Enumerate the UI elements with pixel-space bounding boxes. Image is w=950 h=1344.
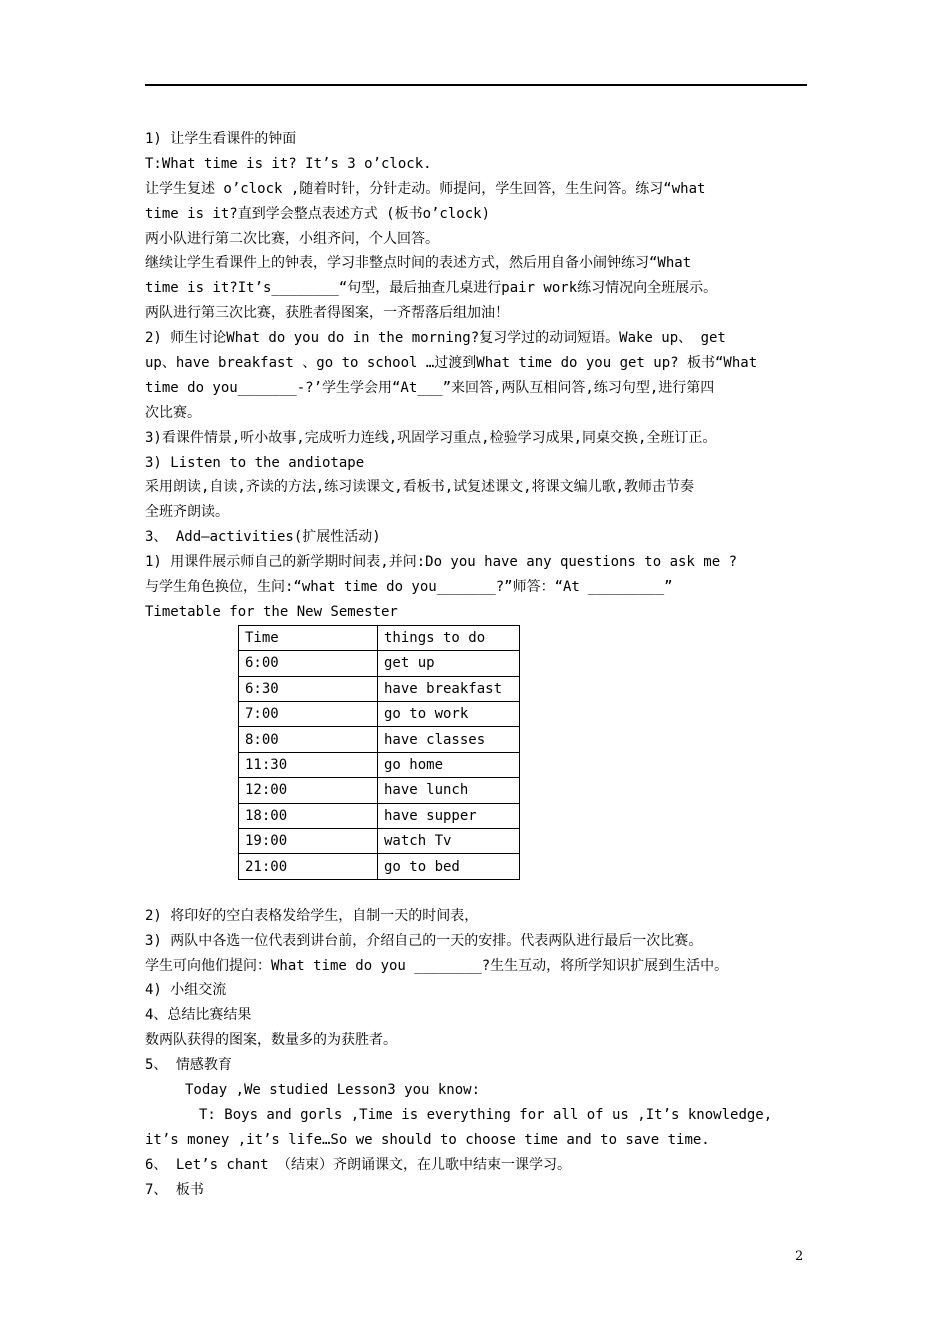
table-cell-activity: get up — [378, 651, 520, 676]
table-header-cell: things to do — [378, 625, 520, 650]
table-cell-time: 11:30 — [239, 752, 378, 777]
page-number: 2 — [795, 1249, 804, 1264]
text-line: 1) 让学生看课件的钟面 — [145, 131, 297, 147]
table-header-row — [239, 625, 520, 650]
table-row — [239, 727, 520, 752]
table-cell-activity: go to bed — [378, 854, 520, 879]
table-cell-time: 6:00 — [239, 651, 378, 676]
table-row — [239, 676, 520, 701]
text-line: 2) 将印好的空白表格发给学生，自制一天的时间表， — [145, 907, 479, 924]
table-row — [239, 828, 520, 853]
table-row — [239, 803, 520, 828]
text-line: time is it?It’s________“句型，最后抽查几桌进行pair work练习情况向全班展示。 — [145, 280, 718, 297]
table-cell-activity: have classes — [378, 727, 520, 752]
table-header-cell: Time — [239, 625, 378, 650]
text-line: 4) 小组交流 — [145, 982, 227, 999]
table-cell-time: 8:00 — [239, 727, 378, 752]
table-row — [239, 778, 520, 803]
text-line: 3)看课件情景,听小故事,完成听力连线,巩固学习重点,检验学习成果,同桌交换,全班订正。 — [145, 429, 717, 446]
text-line: 两队进行第三次比赛，获胜者得图案，一齐帮落后组加油！ — [145, 305, 509, 322]
table-cell-time: 21:00 — [239, 854, 378, 879]
text-line: 让学生复述 o’clock ,随着时针，分针走动。师提问，学生回答，生生问答。练习“what — [145, 180, 706, 197]
text-line: time is it?直到学会整点表述方式 (板书o’clock) — [145, 205, 491, 222]
text-line: 5、 情感教育 — [145, 1057, 232, 1074]
table-cell-activity: have supper — [378, 803, 520, 828]
text-line: 2) 师生讨论What do you do in the morning?复习学过的动词短语。Wake up、 get — [145, 330, 726, 347]
table-cell-activity: have breakfast — [378, 676, 520, 701]
text-line: 与学生角色换位，生问:“what time do you_______?”师答：“At _________” — [145, 579, 673, 596]
text-line: T:What time is it? It’s 3 o’clock. — [145, 155, 432, 172]
table-cell-time: 7:00 — [239, 701, 378, 726]
table-cell-time: 19:00 — [239, 828, 378, 853]
text-line: 3) 两队中各选一位代表到讲台前，介绍自己的一天的安排。代表两队进行最后一次比赛。 — [145, 932, 703, 949]
text-line: 1) 用课件展示师自己的新学期时间表,并问:Do you have any questions to ask me ? — [145, 554, 738, 571]
text-line: 6、 Let’s chant （结束）齐朗诵课文，在儿歌中结束一课学习。 — [145, 1156, 572, 1173]
text-line: 7、 板书 — [145, 1181, 204, 1198]
text-line: 学生可向他们提问：What time do you ________?生生互动，将所学知识扩展到生活中。 — [145, 957, 729, 974]
text-line: up、have breakfast 、go to school …过渡到What time do you get up? 板书“What — [145, 355, 758, 372]
header-rule — [145, 84, 807, 86]
table-row — [239, 701, 520, 726]
table-cell-time: 12:00 — [239, 778, 378, 803]
text-line: T: Boys and gorls ,Time is everything for all of us ,It’s knowledge, — [199, 1106, 773, 1123]
timetable — [238, 625, 520, 880]
text-line: 4、总结比赛结果 — [145, 1007, 252, 1024]
text-line: Today ,We studied Lesson3 you know: — [185, 1081, 481, 1098]
text-line: 采用朗读,自读,齐读的方法,练习读课文,看板书,试复述课文,将课文编儿歌,教师击节奏 — [145, 479, 694, 496]
document-body — [145, 127, 817, 1202]
text-line: 次比赛。 — [145, 404, 201, 421]
text-line: 数两队获得的图案，数量多的为获胜者。 — [145, 1032, 397, 1049]
table-caption: Timetable for the New Semester — [145, 603, 398, 620]
text-line: 继续让学生看课件上的钟表，学习非整点时间的表述方式，然后用自备小闹钟练习“What — [145, 255, 692, 272]
text-line: 全班齐朗读。 — [145, 504, 229, 521]
table-cell-activity: go to work — [378, 701, 520, 726]
table-cell-activity: watch Tv — [378, 828, 520, 853]
table-cell-time: 6:30 — [239, 676, 378, 701]
text-line: 3、 Add—activities(扩展性活动) — [145, 529, 381, 546]
table-cell-time: 18:00 — [239, 803, 378, 828]
table-row — [239, 752, 520, 777]
table-row — [239, 651, 520, 676]
table-cell-activity: go home — [378, 752, 520, 777]
text-line: it’s money ,it’s life…So we should to choose time and to save time. — [145, 1131, 710, 1148]
text-line: 两小队进行第二次比赛，小组齐问，个人回答。 — [145, 230, 439, 247]
table-row — [239, 854, 520, 879]
table-cell-activity: have lunch — [378, 778, 520, 803]
text-line: 3) Listen to the andiotape — [145, 454, 365, 471]
text-line: time do you_______-?’学生学会用“At___”来回答,两队互相问答,练习句型,进行第四 — [145, 379, 715, 396]
spacer — [145, 880, 817, 904]
